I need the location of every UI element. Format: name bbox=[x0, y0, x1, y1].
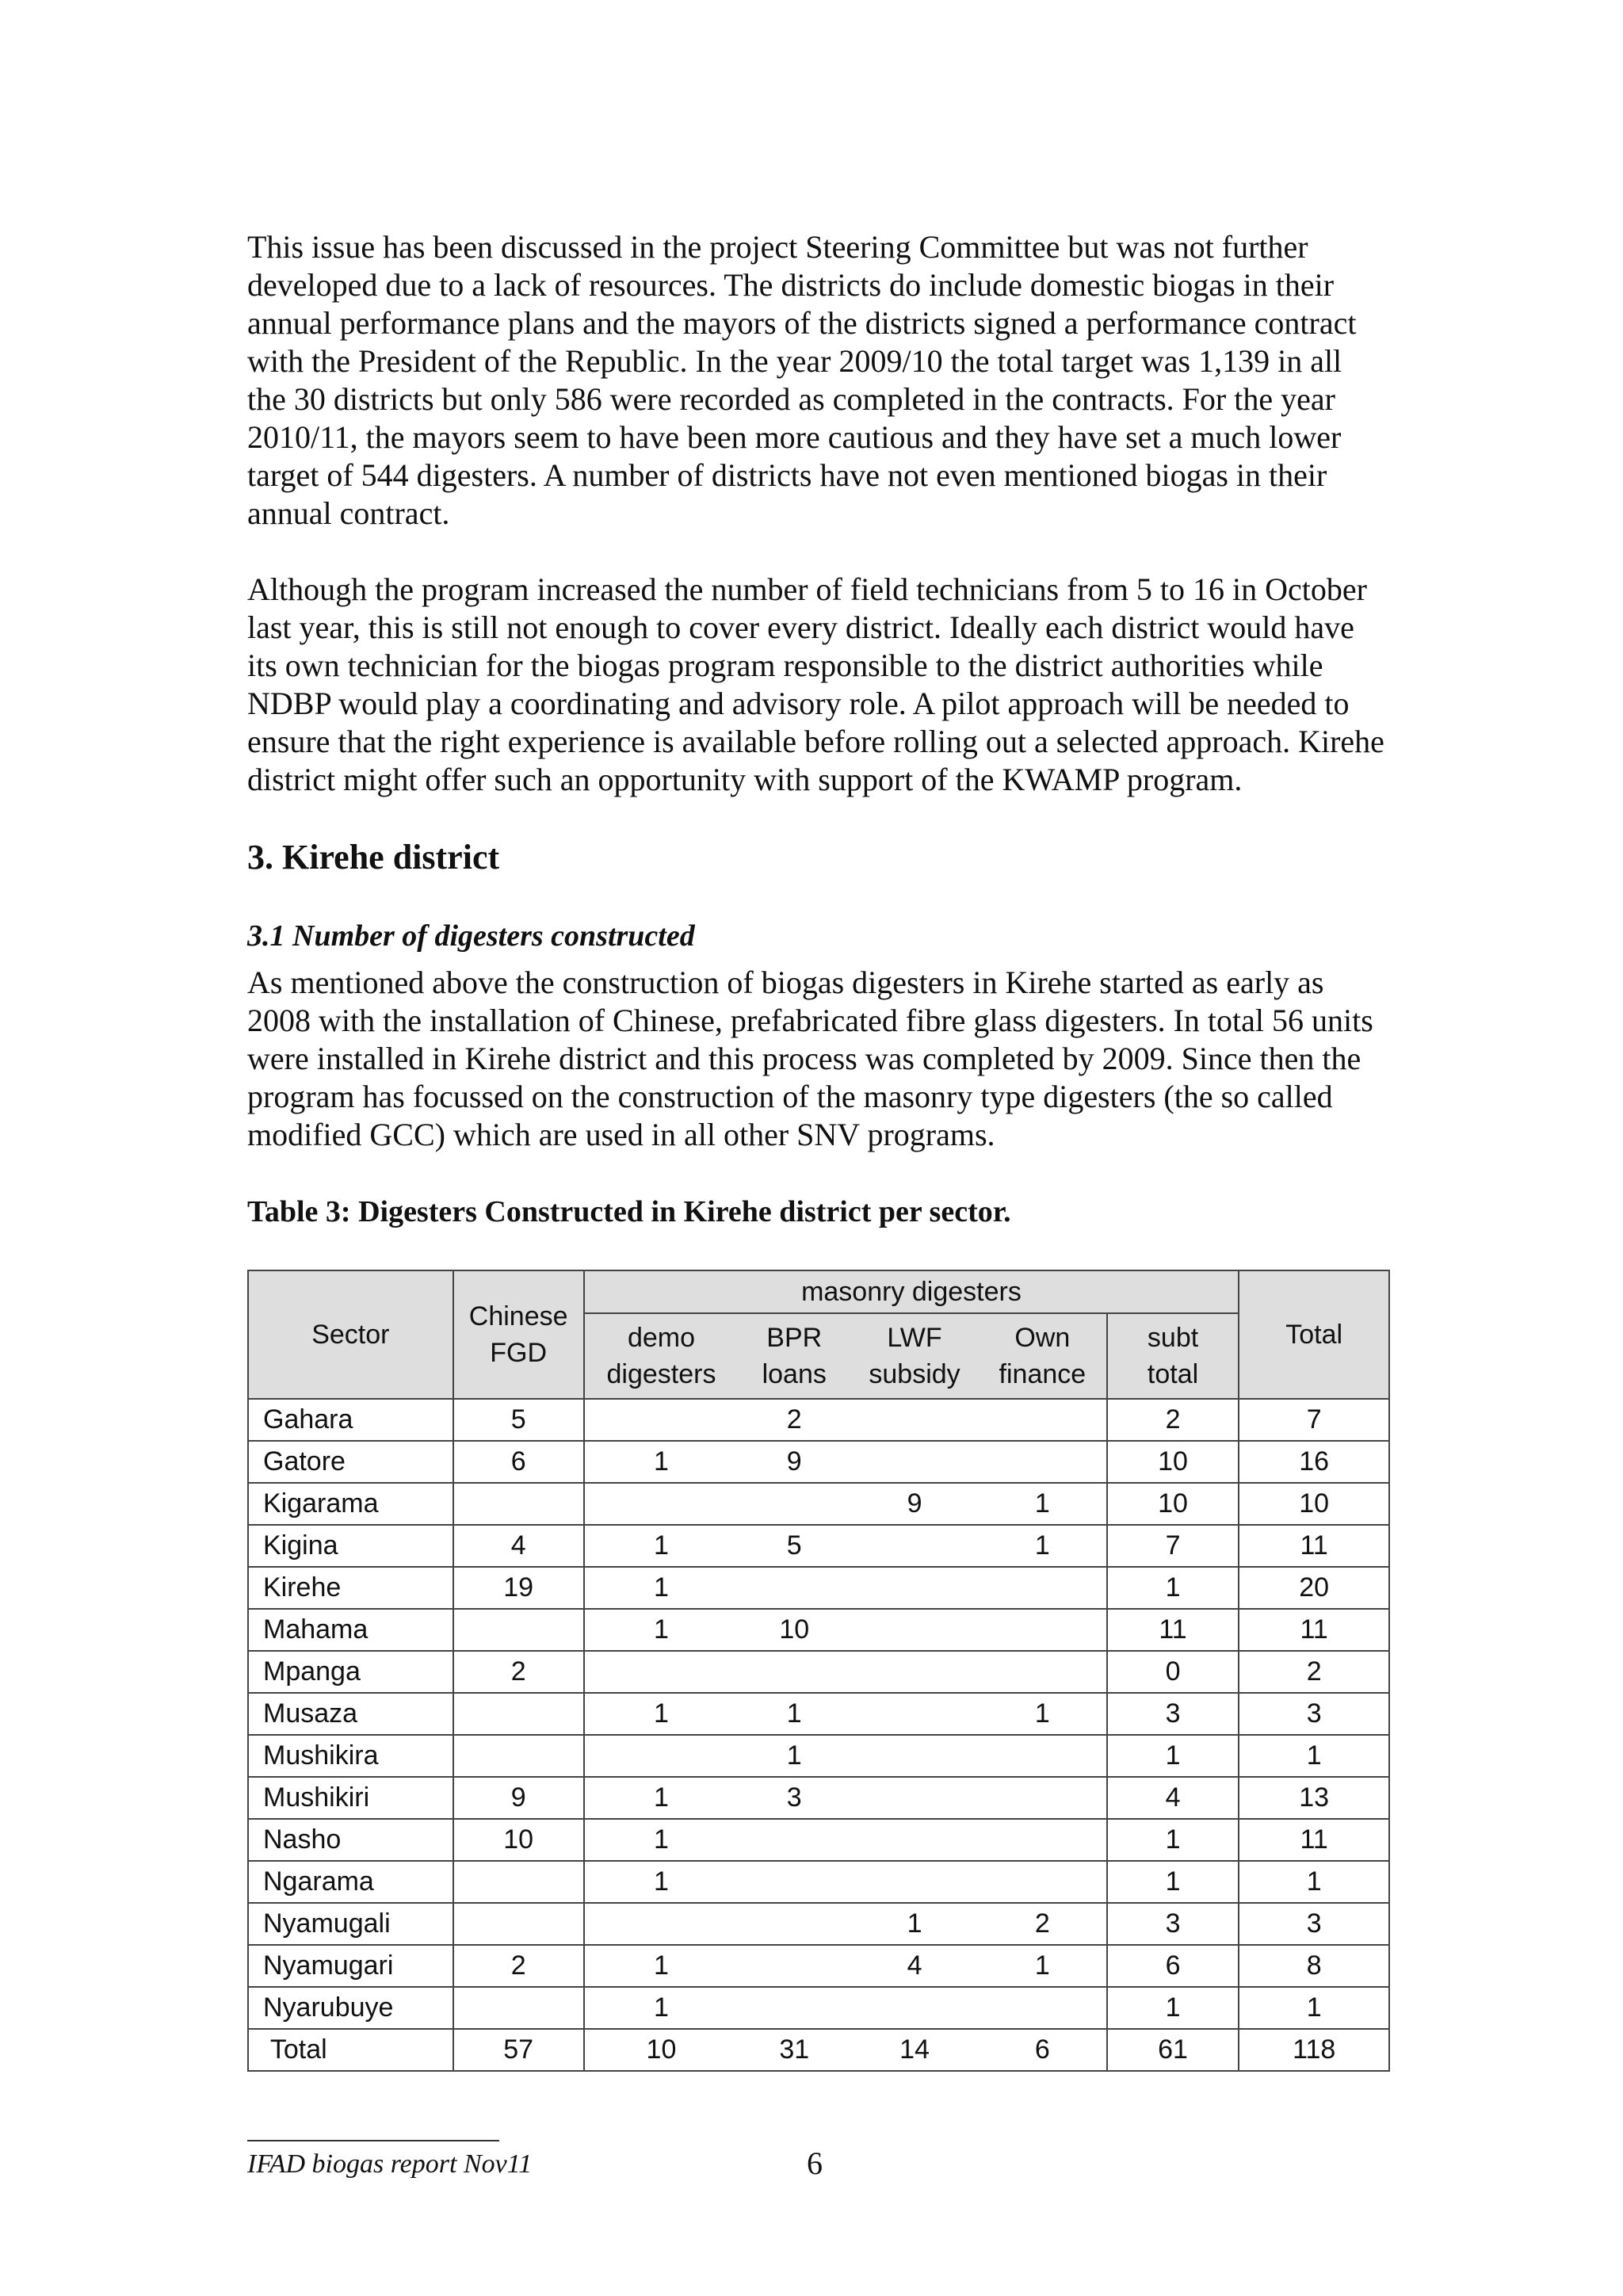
cell-lwf-subsidy: 4 bbox=[850, 1945, 979, 1987]
cell-own-finance: 1 bbox=[979, 1945, 1107, 1987]
cell-lwf-subsidy: 9 bbox=[850, 1483, 979, 1525]
table-row bbox=[248, 2029, 1389, 2071]
cell-chinese-fgd: 57 bbox=[453, 2029, 584, 2071]
cell-sector: Musaza bbox=[248, 1693, 453, 1735]
cell-lwf-subsidy bbox=[850, 1567, 979, 1609]
cell-sector: Nasho bbox=[248, 1819, 453, 1861]
cell-lwf-subsidy bbox=[850, 1777, 979, 1819]
cell-total: 1 bbox=[1239, 1987, 1389, 2029]
table-row bbox=[248, 1777, 1389, 1819]
cell-total: 118 bbox=[1239, 2029, 1389, 2071]
cell-demo-digesters: 1 bbox=[584, 1693, 739, 1735]
cell-bpr-loans: 31 bbox=[738, 2029, 850, 2071]
cell-subtotal: 1 bbox=[1107, 1567, 1239, 1609]
cell-lwf-subsidy bbox=[850, 1441, 979, 1483]
table-row bbox=[248, 1399, 1389, 1441]
cell-subtotal: 10 bbox=[1107, 1483, 1239, 1525]
cell-sector: Mpanga bbox=[248, 1651, 453, 1693]
cell-demo-digesters bbox=[584, 1903, 739, 1945]
table-row bbox=[248, 1987, 1389, 2029]
cell-subtotal: 1 bbox=[1107, 1861, 1239, 1903]
digesters-table bbox=[247, 1270, 1390, 2072]
cell-demo-digesters: 1 bbox=[584, 1861, 739, 1903]
table-row bbox=[248, 1861, 1389, 1903]
cell-chinese-fgd bbox=[453, 1693, 584, 1735]
cell-total: 16 bbox=[1239, 1441, 1389, 1483]
table-row bbox=[248, 1735, 1389, 1777]
cell-sector: Gahara bbox=[248, 1399, 453, 1441]
cell-total: 3 bbox=[1239, 1693, 1389, 1735]
cell-demo-digesters: 10 bbox=[584, 2029, 739, 2071]
cell-bpr-loans: 9 bbox=[738, 1441, 850, 1483]
cell-subtotal: 1 bbox=[1107, 1987, 1239, 2029]
cell-own-finance bbox=[979, 1399, 1107, 1441]
header-total: Total bbox=[1239, 1270, 1389, 1399]
cell-demo-digesters: 1 bbox=[584, 1945, 739, 1987]
cell-subtotal: 3 bbox=[1107, 1693, 1239, 1735]
cell-lwf-subsidy bbox=[850, 1861, 979, 1903]
cell-sector: Nyarubuye bbox=[248, 1987, 453, 2029]
cell-total: 2 bbox=[1239, 1651, 1389, 1693]
cell-sector: Mushikiri bbox=[248, 1777, 453, 1819]
cell-chinese-fgd: 2 bbox=[453, 1651, 584, 1693]
cell-lwf-subsidy bbox=[850, 1819, 979, 1861]
cell-subtotal: 6 bbox=[1107, 1945, 1239, 1987]
header-demo-digesters: demo digesters bbox=[584, 1313, 739, 1399]
cell-own-finance bbox=[979, 1735, 1107, 1777]
header-bpr-loans: BPR loans bbox=[738, 1313, 850, 1399]
cell-own-finance: 1 bbox=[979, 1525, 1107, 1567]
header-sector: Sector bbox=[248, 1270, 453, 1399]
cell-total: 10 bbox=[1239, 1483, 1389, 1525]
cell-subtotal: 2 bbox=[1107, 1399, 1239, 1441]
cell-own-finance: 1 bbox=[979, 1693, 1107, 1735]
cell-bpr-loans bbox=[738, 1987, 850, 2029]
table-row bbox=[248, 1567, 1389, 1609]
cell-own-finance: 6 bbox=[979, 2029, 1107, 2071]
cell-subtotal: 10 bbox=[1107, 1441, 1239, 1483]
table-row bbox=[248, 1651, 1389, 1693]
cell-sector: Nyamugali bbox=[248, 1903, 453, 1945]
cell-sector: Ngarama bbox=[248, 1861, 453, 1903]
cell-total: 7 bbox=[1239, 1399, 1389, 1441]
table-row bbox=[248, 1525, 1389, 1567]
cell-total: 11 bbox=[1239, 1609, 1389, 1651]
section-paragraph: As mentioned above the construction of biogas digesters in Kirehe started as early as 2008 with the installation of Chinese, prefabricated fibre glass digesters. In total 56 units were installed in Kirehe district and this process was completed by 2009. Since then the program has focussed on the construction of the masonry type digesters (the so called modified GCC) which are used in all other SNV programs. bbox=[247, 965, 1373, 1152]
cell-sector: Kigarama bbox=[248, 1483, 453, 1525]
cell-own-finance bbox=[979, 1567, 1107, 1609]
cell-demo-digesters: 1 bbox=[584, 1525, 739, 1567]
cell-bpr-loans: 10 bbox=[738, 1609, 850, 1651]
cell-total: 3 bbox=[1239, 1903, 1389, 1945]
cell-lwf-subsidy bbox=[850, 1735, 979, 1777]
cell-lwf-subsidy bbox=[850, 1693, 979, 1735]
cell-demo-digesters bbox=[584, 1399, 739, 1441]
body-paragraph-2: Although the program increased the number of field technicians from 5 to 16 in October last year, this is still not enough to cover every district. Ideally each district would have its own technician for the biogas program responsible to the district authorities while NDBP would play a coordinating and advisory role. A pilot approach will be needed to ensure that the right experience is available before rolling out a selected approach. Kirehe district might offer such an opportunity with support of the KWAMP program. bbox=[247, 571, 1384, 797]
cell-lwf-subsidy bbox=[850, 1525, 979, 1567]
cell-demo-digesters bbox=[584, 1483, 739, 1525]
cell-own-finance bbox=[979, 1441, 1107, 1483]
cell-subtotal: 11 bbox=[1107, 1609, 1239, 1651]
cell-demo-digesters: 1 bbox=[584, 1441, 739, 1483]
cell-bpr-loans: 2 bbox=[738, 1399, 850, 1441]
cell-chinese-fgd: 9 bbox=[453, 1777, 584, 1819]
footer-rule bbox=[247, 2140, 499, 2141]
cell-demo-digesters: 1 bbox=[584, 1567, 739, 1609]
cell-chinese-fgd: 6 bbox=[453, 1441, 584, 1483]
header-masonry-digesters: masonry digesters bbox=[584, 1270, 1239, 1313]
cell-chinese-fgd bbox=[453, 1609, 584, 1651]
cell-own-finance bbox=[979, 1861, 1107, 1903]
cell-sector: Mushikira bbox=[248, 1735, 453, 1777]
cell-chinese-fgd: 5 bbox=[453, 1399, 584, 1441]
cell-own-finance: 2 bbox=[979, 1903, 1107, 1945]
cell-demo-digesters: 1 bbox=[584, 1609, 739, 1651]
cell-bpr-loans: 1 bbox=[738, 1735, 850, 1777]
table-row bbox=[248, 1903, 1389, 1945]
cell-lwf-subsidy bbox=[850, 1651, 979, 1693]
cell-lwf-subsidy: 14 bbox=[850, 2029, 979, 2071]
cell-lwf-subsidy bbox=[850, 1399, 979, 1441]
cell-subtotal: 7 bbox=[1107, 1525, 1239, 1567]
cell-lwf-subsidy bbox=[850, 1987, 979, 2029]
table-row bbox=[248, 1945, 1389, 1987]
cell-chinese-fgd bbox=[453, 1483, 584, 1525]
table-row bbox=[248, 1441, 1389, 1483]
cell-bpr-loans bbox=[738, 1567, 850, 1609]
table-body bbox=[248, 1399, 1389, 2071]
cell-total: 11 bbox=[1239, 1525, 1389, 1567]
table-row bbox=[248, 1609, 1389, 1651]
cell-chinese-fgd bbox=[453, 1903, 584, 1945]
cell-bpr-loans bbox=[738, 1903, 850, 1945]
cell-own-finance: 1 bbox=[979, 1483, 1107, 1525]
body-paragraph-1: This issue has been discussed in the project Steering Committee but was not further developed due to a lack of resources. The districts do include domestic biogas in their annual performance plans and the mayors of the districts signed a performance contract with the President of the Republic. In the year 2009/10 the total target was 1,139 in all the 30 districts but only 586 were recorded as completed in the contracts. For the year 2010/11, the mayors seem to have been more cautious and they have set a much lower target of 544 digesters. A number of districts have not even mentioned biogas in their annual contract. bbox=[247, 229, 1357, 531]
cell-lwf-subsidy bbox=[850, 1609, 979, 1651]
cell-total: 1 bbox=[1239, 1735, 1389, 1777]
subsection-heading: 3.1 Number of digesters constructed bbox=[247, 919, 695, 953]
cell-own-finance bbox=[979, 1987, 1107, 2029]
cell-subtotal: 3 bbox=[1107, 1903, 1239, 1945]
cell-bpr-loans: 3 bbox=[738, 1777, 850, 1819]
cell-subtotal: 4 bbox=[1107, 1777, 1239, 1819]
cell-chinese-fgd: 4 bbox=[453, 1525, 584, 1567]
table-row bbox=[248, 1693, 1389, 1735]
cell-subtotal: 1 bbox=[1107, 1735, 1239, 1777]
cell-bpr-loans bbox=[738, 1651, 850, 1693]
page-number: 6 bbox=[807, 2145, 823, 2181]
cell-total: 8 bbox=[1239, 1945, 1389, 1987]
cell-demo-digesters bbox=[584, 1651, 739, 1693]
cell-subtotal: 1 bbox=[1107, 1819, 1239, 1861]
cell-chinese-fgd bbox=[453, 1735, 584, 1777]
cell-own-finance bbox=[979, 1609, 1107, 1651]
cell-own-finance bbox=[979, 1819, 1107, 1861]
section-heading: 3. Kirehe district bbox=[247, 838, 500, 877]
cell-sector: Mahama bbox=[248, 1609, 453, 1651]
cell-bpr-loans bbox=[738, 1483, 850, 1525]
header-lwf-subsidy: LWF subsidy bbox=[850, 1313, 979, 1399]
cell-bpr-loans: 5 bbox=[738, 1525, 850, 1567]
cell-total: 20 bbox=[1239, 1567, 1389, 1609]
header-subtotal: subt total bbox=[1107, 1313, 1239, 1399]
cell-demo-digesters: 1 bbox=[584, 1777, 739, 1819]
header-chinese-fgd: Chinese FGD bbox=[453, 1270, 584, 1399]
cell-chinese-fgd: 19 bbox=[453, 1567, 584, 1609]
cell-bpr-loans bbox=[738, 1945, 850, 1987]
cell-total: 11 bbox=[1239, 1819, 1389, 1861]
table-row bbox=[248, 1483, 1389, 1525]
cell-total: 1 bbox=[1239, 1861, 1389, 1903]
footer-note: IFAD biogas report Nov11 bbox=[247, 2149, 533, 2179]
cell-own-finance bbox=[979, 1777, 1107, 1819]
cell-own-finance bbox=[979, 1651, 1107, 1693]
cell-lwf-subsidy: 1 bbox=[850, 1903, 979, 1945]
cell-chinese-fgd: 2 bbox=[453, 1945, 584, 1987]
cell-bpr-loans bbox=[738, 1861, 850, 1903]
cell-sector: Total bbox=[248, 2029, 453, 2071]
cell-total: 13 bbox=[1239, 1777, 1389, 1819]
cell-subtotal: 0 bbox=[1107, 1651, 1239, 1693]
cell-demo-digesters: 1 bbox=[584, 1987, 739, 2029]
table-caption: Table 3: Digesters Constructed in Kirehe district per sector. bbox=[247, 1195, 1011, 1228]
cell-sector: Kigina bbox=[248, 1525, 453, 1567]
cell-sector: Kirehe bbox=[248, 1567, 453, 1609]
table-row bbox=[248, 1819, 1389, 1861]
cell-demo-digesters: 1 bbox=[584, 1819, 739, 1861]
cell-sector: Nyamugari bbox=[248, 1945, 453, 1987]
cell-bpr-loans: 1 bbox=[738, 1693, 850, 1735]
cell-subtotal: 61 bbox=[1107, 2029, 1239, 2071]
header-own-finance: Own finance bbox=[979, 1313, 1107, 1399]
cell-chinese-fgd bbox=[453, 1861, 584, 1903]
cell-bpr-loans bbox=[738, 1819, 850, 1861]
cell-chinese-fgd: 10 bbox=[453, 1819, 584, 1861]
cell-demo-digesters bbox=[584, 1735, 739, 1777]
cell-chinese-fgd bbox=[453, 1987, 584, 2029]
cell-sector: Gatore bbox=[248, 1441, 453, 1483]
page-content bbox=[247, 228, 1388, 2072]
